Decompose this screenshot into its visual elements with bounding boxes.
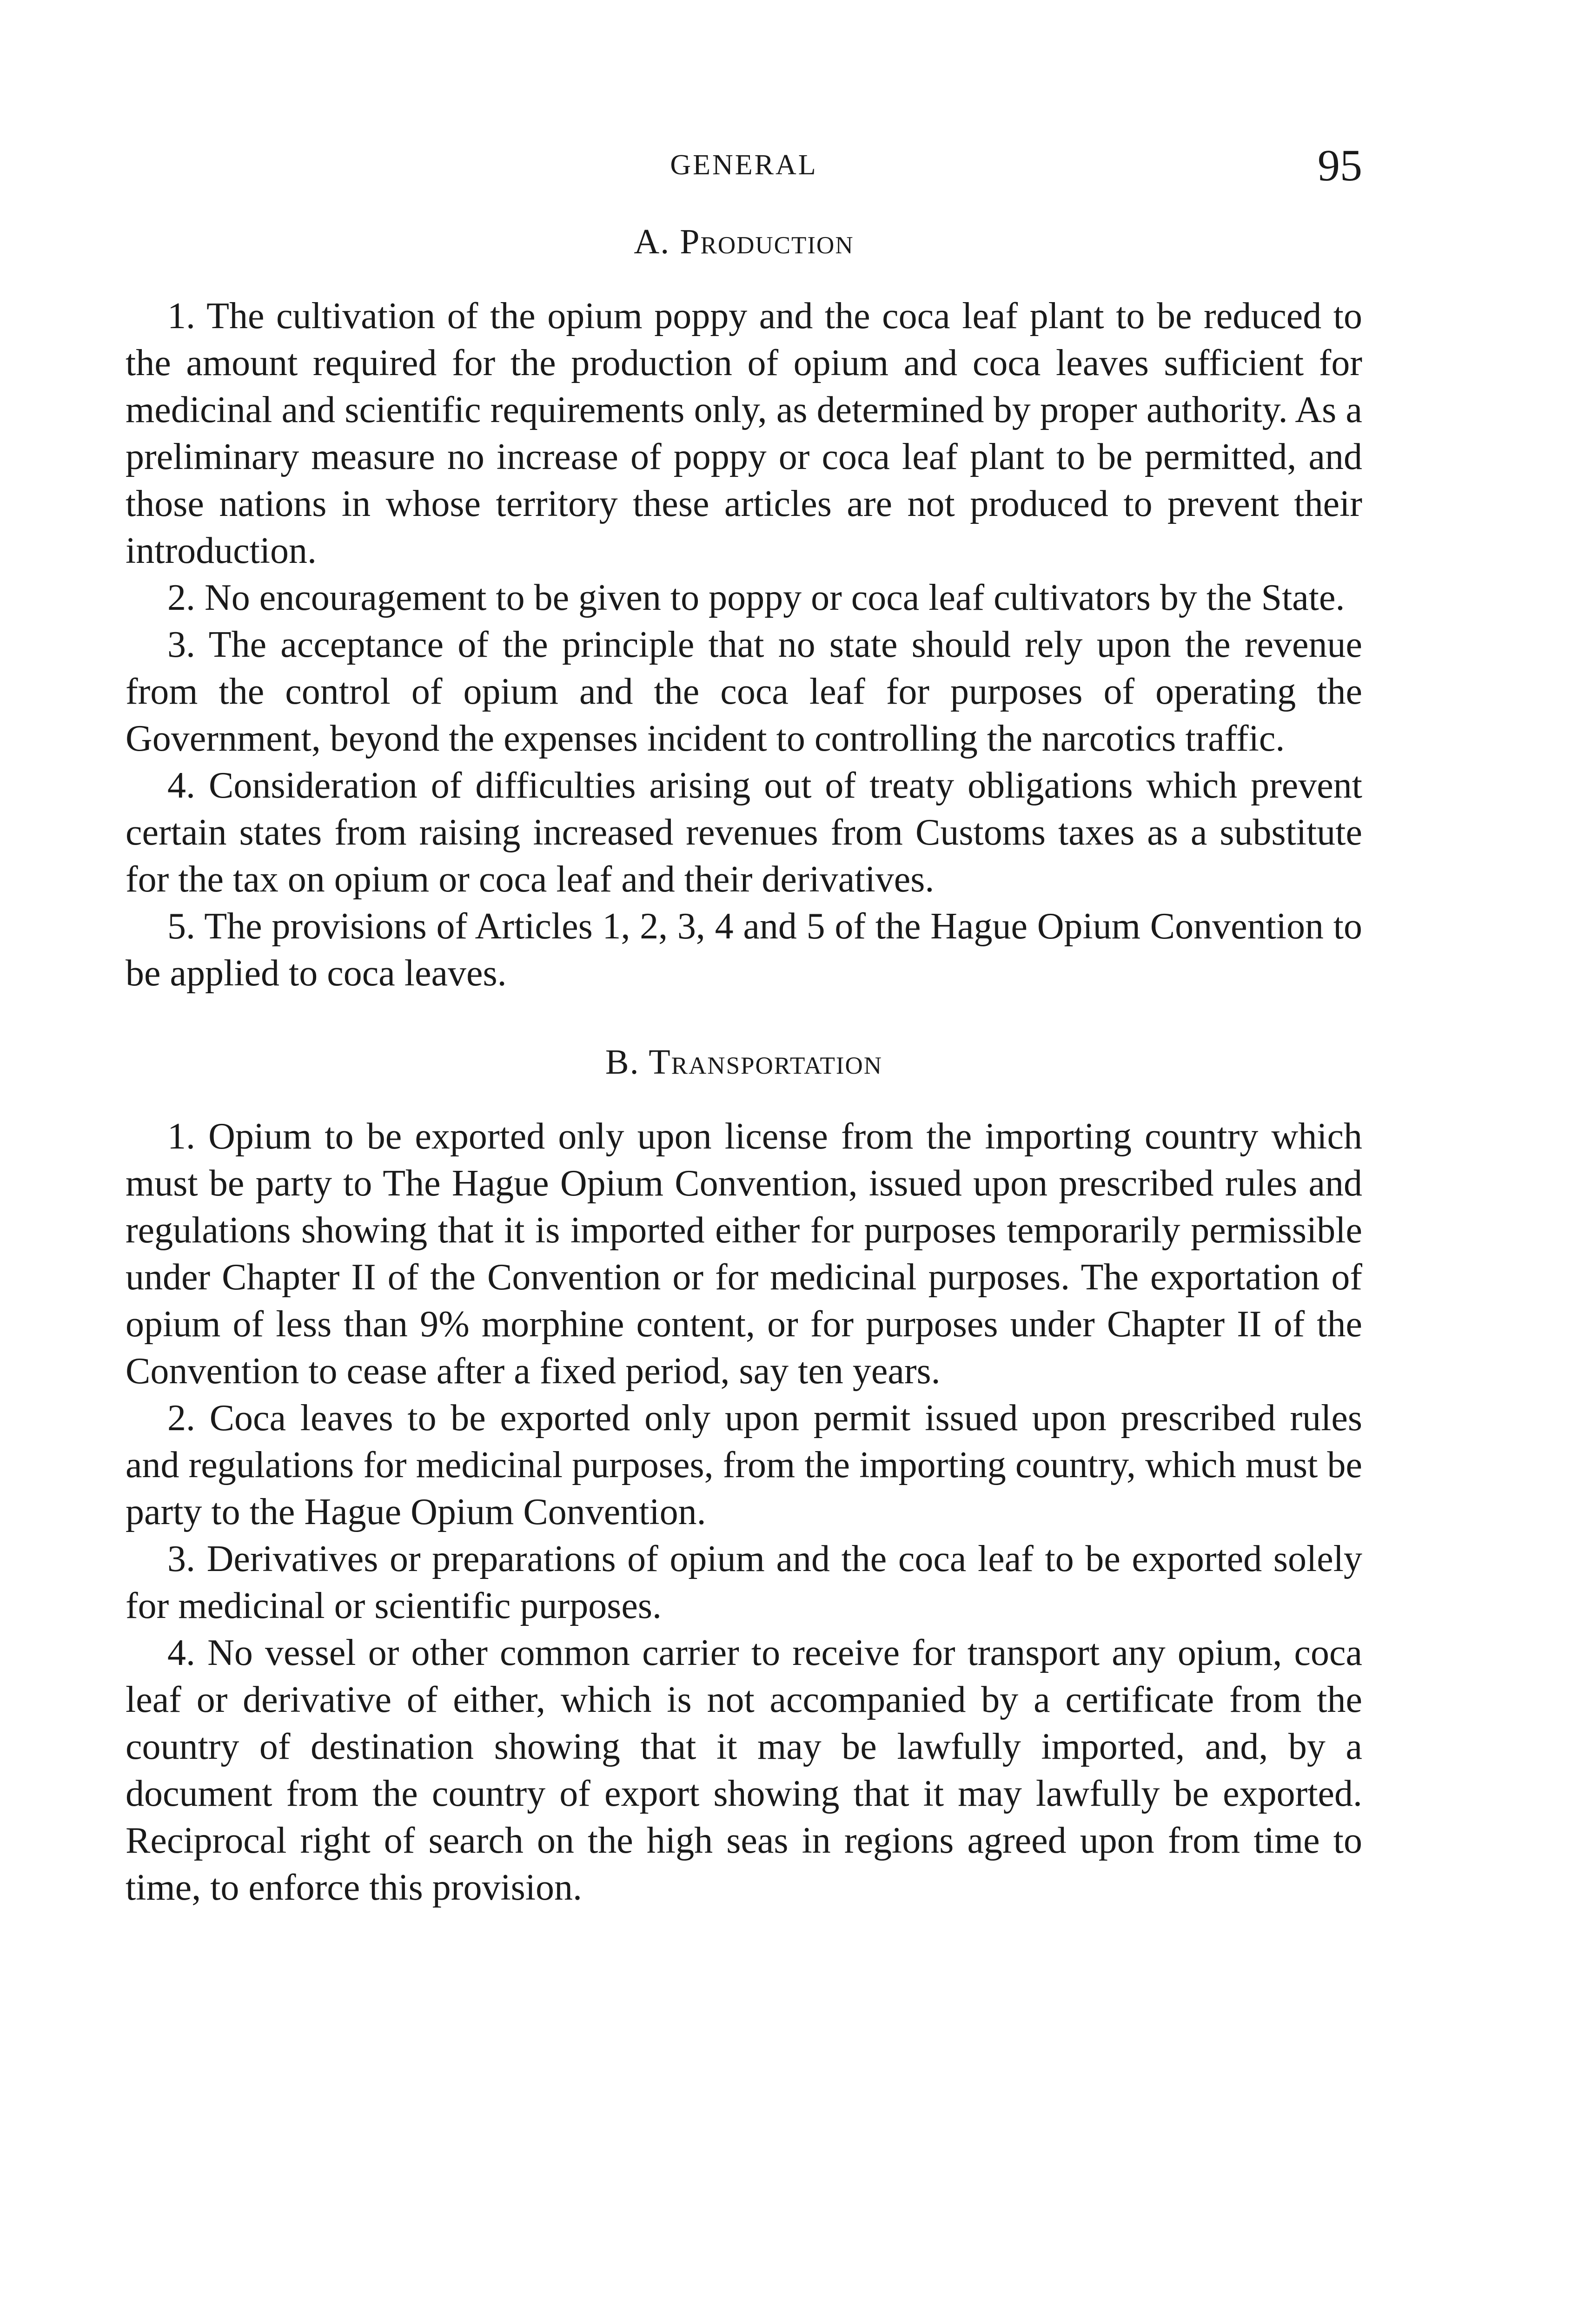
production-item-1: 1. The cultivation of the opium poppy and the coca leaf plant to be reduced to the amount required for the production of opium and coca leaves sufficient for medicinal and scientific requirements only, as determined by proper authority. As a preliminary measure no increase of poppy or coca leaf plant to be permitted, and those nations in whose territory these articles are not produced to prevent their introduction. <box>126 296 1362 571</box>
production-item-5: 5. The provisions of Articles 1, 2, 3, 4 and 5 of the Hague Opium Convention to be applied to coca leaves. <box>126 906 1362 994</box>
transportation-item-4: 4. No vessel or other common carrier to receive for transport any opium, coca leaf or derivative of either, which is not accompanied by a certificate from the country of destination showing that it may be lawfully imported, and, by a document from the country of export showing that it may lawfully be exported. Reciprocal right of search on the high seas in regions agreed upon from time to time, to enforce this provision. <box>126 1632 1362 1908</box>
running-head <box>126 139 1362 195</box>
production-item-4: 4. Consideration of difficulties arising out of treaty obligations which prevent certain states from raising increased revenues from Customs taxes as a substitute for the tax on opium or coca leaf and their derivatives. <box>126 765 1362 900</box>
text-column <box>126 218 1362 1911</box>
transportation-item-2: 2. Coca leaves to be exported only upon permit issued upon prescribed rules and regulations for medicinal purposes, from the importing country, which must be party to the Hague Opium Convention. <box>126 1398 1362 1532</box>
running-title: GENERAL <box>670 149 818 181</box>
page-number: 95 <box>1318 140 1362 190</box>
section-heading-transportation: B. Transportation <box>605 1043 883 1082</box>
section-heading-production: A. Production <box>634 222 854 261</box>
production-item-2: 2. No encouragement to be given to poppy or coca leaf cultivators by the State. <box>167 577 1345 618</box>
production-item-3: 3. The acceptance of the principle that no state should rely upon the revenue from the control of opium and the coca leaf for purposes of operating the Government, beyond the expenses incident to controlling the narcotics traffic. <box>126 624 1362 759</box>
transportation-item-3: 3. Derivatives or preparations of opium and the coca leaf to be exported solely for medicinal or scientific purposes. <box>126 1538 1362 1626</box>
transportation-item-1: 1. Opium to be exported only upon license from the importing country which must be party to The Hague Opium Convention, issued upon prescribed rules and regulations showing that it is imported either for purposes temporarily permissible under Chapter II of the Convention or for medicinal purposes. The exportation of opium of less than 9% morphine content, or for purposes under Chapter II of the Convention to cease after a fixed period, say ten years. <box>126 1116 1362 1392</box>
